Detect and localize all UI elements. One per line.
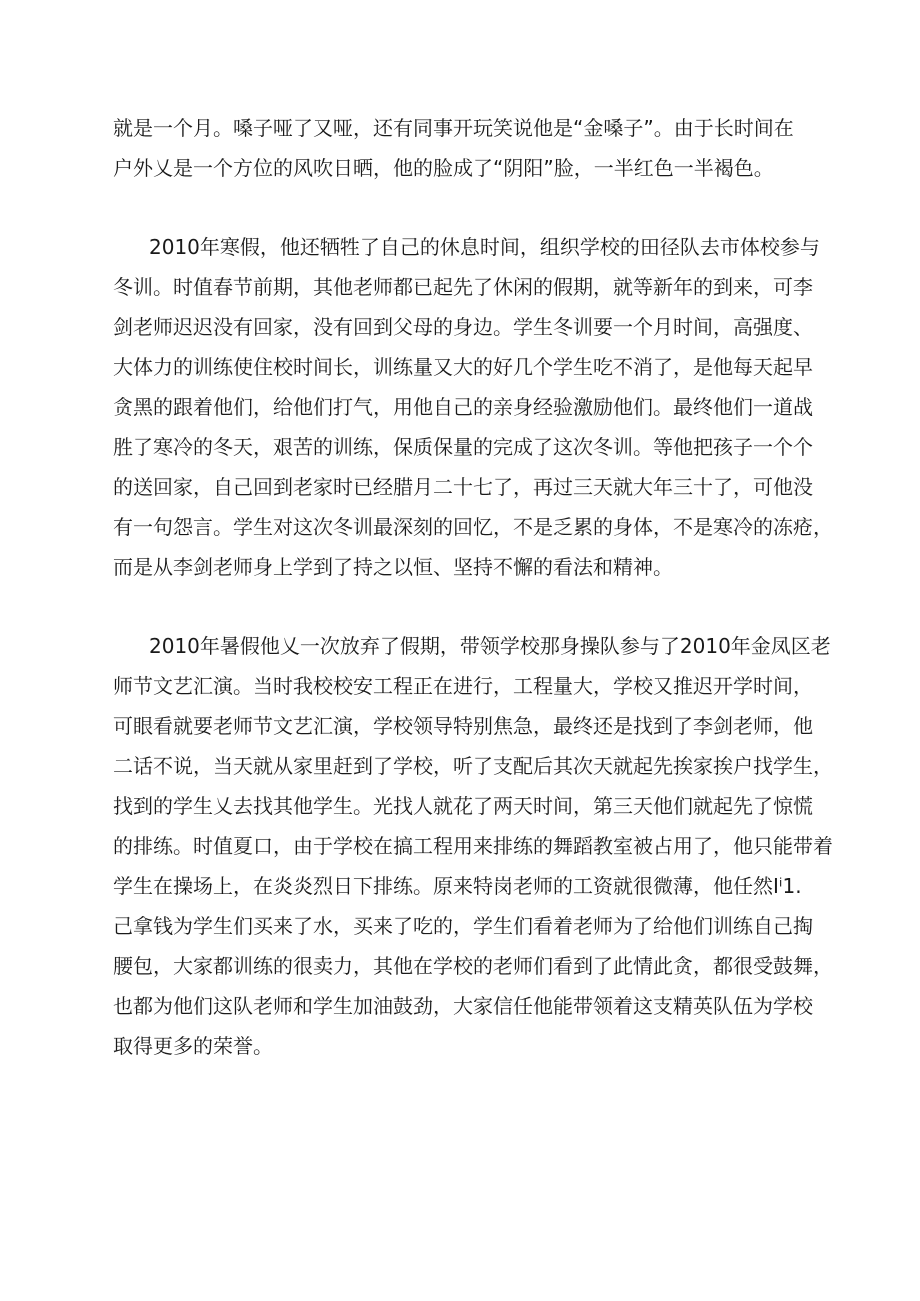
paragraph-1 — [113, 108, 833, 188]
paragraph-line: 户外乂是一个方位的风吹日晒，他的脸成了“阴阳”脸，一半红色一半褐色。 — [113, 156, 774, 180]
paragraph-line: 贪黑的跟着他们，给他们打气，用他自己的亲身经验激励他们。最终他们一道战 — [113, 395, 813, 419]
paragraph-line: 剑老师迟迟没有回家，没有回到父母的身边。学生冬训要一个月时间，高强度、 — [113, 315, 813, 339]
paragraph-gap — [113, 188, 833, 227]
paragraph-line: 有一句怨言。学生对这次冬训最深刻的回忆，不是乏累的身体，不是寒冷的冻疮， — [113, 515, 833, 539]
paragraph-line: 找到的学生乂去找其他学生。光找人就花了两天时间，第三天他们就起先了惊慌 — [113, 794, 813, 818]
paragraph-first-line: 2010年暑假他乂一次放弃了假期，带领学校那身操队参与了2010年金凤区老 — [149, 634, 831, 658]
paragraph-line: 就是一个月。嗓子哑了又哑，还有同事开玩笑说他是“金嗓子”。由于长时间在 — [113, 116, 794, 140]
paragraph-line: 可眼看就要老师节文艺汇演，学校领导特别焦急，最终还是找到了李剑老师，他 — [113, 714, 813, 738]
paragraph-line: 而是从李剑老师身上学到了持之以恒、坚持不懈的看法和精神。 — [113, 555, 673, 579]
paragraph-line: 学生在操场上，在炎炎烈日下排练。原来特岗老师的工资就很微薄，他任然Iⁱ1. — [113, 874, 802, 898]
paragraph-line: 己拿钱为学生们买来了水，买来了吃的，学生们看着老师为了给他们训练自己掏 — [113, 914, 813, 938]
paragraph-line: 大体力的训练使住校时间长，训练量又大的好几个学生吃不消了，是他每天起早 — [113, 355, 813, 379]
paragraph-line: 二话不说，当天就从家里赶到了学校，听了支配后其次天就起先挨家挨户找学生， — [113, 754, 833, 778]
paragraph-3 — [113, 626, 833, 1066]
paragraph-line: 师节文艺汇演。当时我校校安工程正在进行，工程量大，学校又推迟开学时间， — [113, 674, 813, 698]
paragraph-line: 胜了寒冷的冬天，艰苦的训练，保质保量的完成了这次冬训。等他把孩子一个个 — [113, 435, 813, 459]
paragraph-2 — [113, 227, 833, 587]
paragraph-line: 冬训。时值春节前期，其他老师都已起先了休闲的假期，就等新年的到来，可李 — [113, 275, 813, 299]
paragraph-first-line: 2010年寒假，他还牺牲了自己的休息时间，组织学校的田径队去市体校参与 — [149, 235, 820, 259]
document-body — [113, 108, 833, 1066]
paragraph-line: 也都为他们这队老师和学生加油鼓劲，大家信任他能带领着这支精英队伍为学校 — [113, 994, 813, 1018]
paragraph-gap — [113, 587, 833, 626]
paragraph-line: 腰包，大家都训练的很卖力，其他在学校的老师们看到了此情此贪，都很受鼓舞， — [113, 954, 833, 978]
paragraph-line: 的送回家，自己回到老家时已经腊月二十七了，再过三天就大年三十了，可他没 — [113, 475, 813, 499]
paragraph-line: 取得更多的荣誉。 — [113, 1034, 273, 1058]
paragraph-line: 的排练。时值夏口，由于学校在搞工程用来排练的舞蹈教室被占用了，他只能带着 — [113, 834, 833, 858]
